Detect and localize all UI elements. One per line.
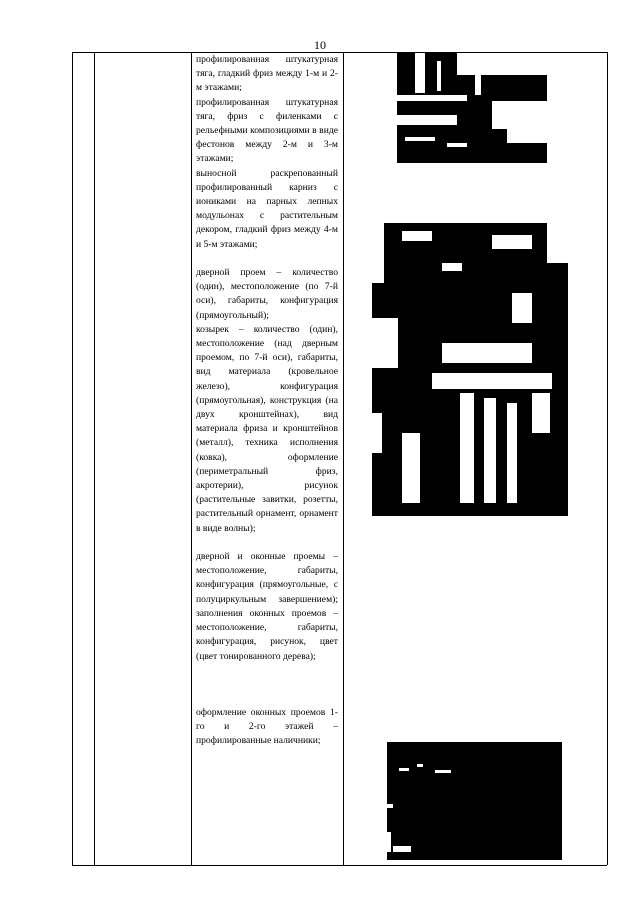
description-paragraph: дверной и оконные проемы – местоположение, габариты, конфигурация (прямоугольные, с полуциркульным завершением); заполнения оконных проемов – местоположение, габариты, конфигурация, рисунок, цвет (цвет тонированного дерева); (196, 551, 338, 662)
table-divider-3 (343, 52, 344, 865)
description-column (196, 53, 338, 748)
table-divider-2 (191, 52, 192, 865)
door-canopy-photo (372, 223, 568, 516)
page-number: 10 (314, 38, 326, 52)
description-paragraph: выносной раскрепованный профилированный карниз с иониками на парных лепных модульонах с растительным декором, гладкий фриз между 4-м и 5-м этажами; (196, 167, 338, 250)
description-paragraph: профилированная штукатурная тяга, гладкий фриз между 1-м и 2-м этажами; (196, 54, 338, 94)
facade-fragment-photo (397, 53, 547, 163)
window-photo (387, 742, 562, 860)
description-paragraph: дверной проем – количество (один), местоположение (по 7-й оси), габариты, конфигурация (прямоугольный); (196, 267, 338, 321)
table-border-right (607, 52, 608, 865)
description-paragraph: профилированная штукатурная тяга, фриз с филенками с рельефными композициями в виде фестонов между 2-м и 3-м этажами; (196, 96, 338, 165)
table-border-left (72, 52, 73, 865)
description-paragraph: козырек – количество (один), местоположение (над дверным проемом, по 7-й оси), габариты, вид материала (кровельное железо), конфигурация (прямоугольная), конструкция (на двух кронштейнах), вид материала фриза и кронштейнов (металл), техника исполнения (ковка), оформление (периметральный фриз, акротерии), рисунок (растительные завитки, розетты, растительный орнамент, орнамент в виде волны); (196, 323, 338, 534)
table-divider-1 (94, 52, 95, 865)
description-paragraph: оформление оконных проемов 1-го и 2-го этажей – профилированные наличники; (196, 706, 338, 747)
